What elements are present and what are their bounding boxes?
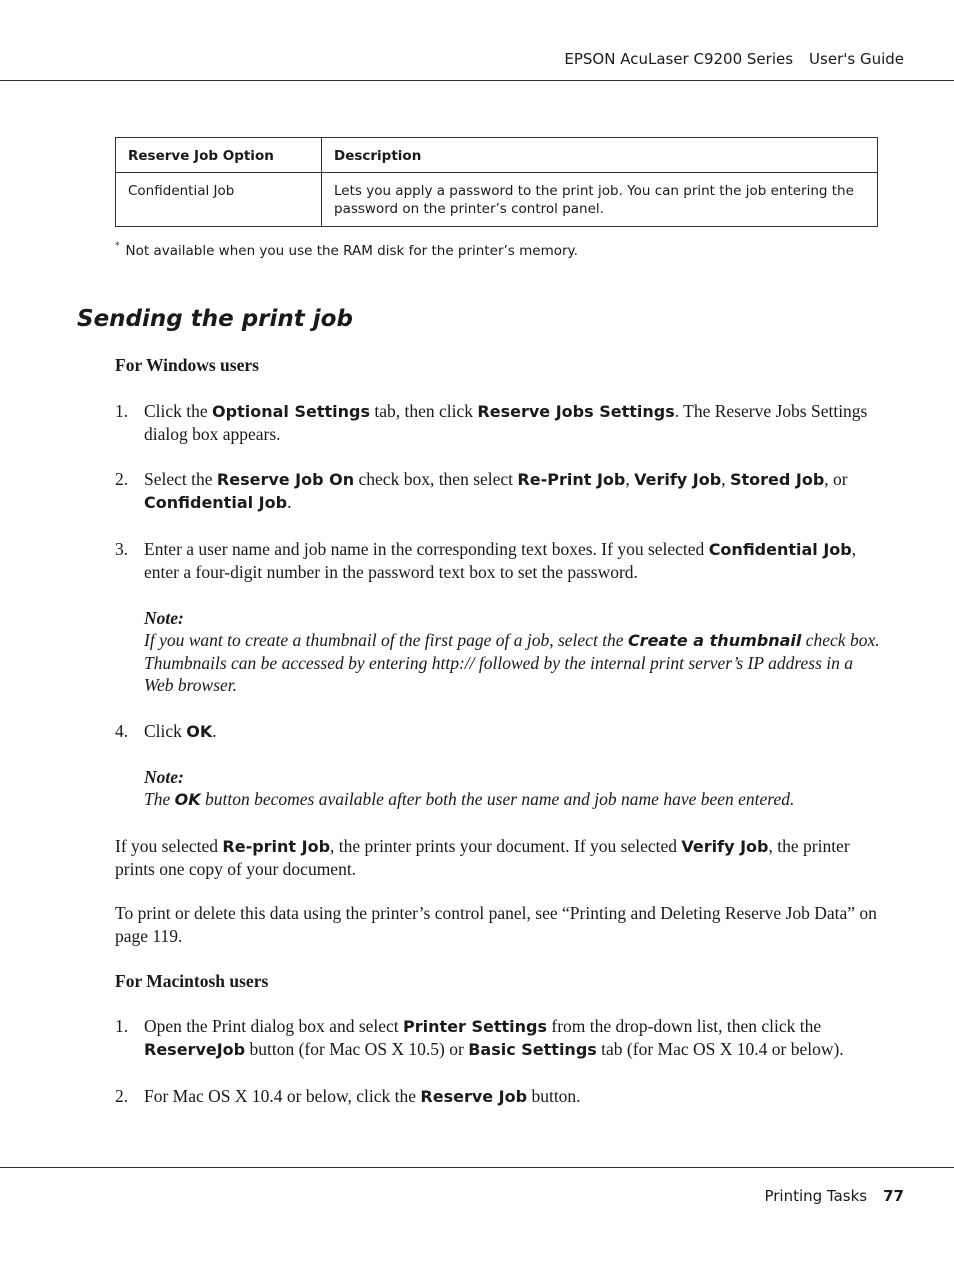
mac-step-2 (115, 1085, 880, 1108)
page-header (564, 50, 904, 68)
confidential-job-label: Confidential Job (708, 540, 852, 559)
step-text: from the drop-down list, then click the (547, 1016, 822, 1036)
step-text: , (721, 469, 730, 489)
step-text: button (for Mac OS X 10.5) or (245, 1039, 469, 1059)
create-thumbnail-label: Create a thumbnail (627, 631, 802, 650)
printer-settings-label: Printer Settings (403, 1017, 548, 1036)
windows-step-1 (115, 400, 880, 446)
stored-job-label: Stored Job (729, 470, 825, 489)
note-text: check box. Thumbnails can be accessed by entering http:// followed by the internal print server’s IP address in a Web browser. (144, 630, 880, 695)
verify-job-label: Verify Job (681, 837, 769, 856)
header-product: EPSON AcuLaser C9200 Series (564, 50, 794, 68)
reserve-job-on-label: Reserve Job On (216, 470, 355, 489)
mac-heading: For Macintosh users (115, 971, 269, 991)
note-text: If you want to create a thumbnail of the first page of a job, select the (144, 630, 628, 650)
step-text: tab (for Mac OS X 10.4 or below). (596, 1039, 844, 1059)
step-text: Click (144, 721, 187, 741)
table-footnote (115, 243, 578, 259)
mac-step-1 (115, 1015, 880, 1061)
reservejob-label: ReserveJob (144, 1040, 246, 1059)
footnote-text: Not available when you use the RAM disk for the printer’s memory. (125, 243, 578, 259)
section-title: Sending the print job (77, 306, 353, 332)
para-text: , the printer prints your document. If you selected (330, 836, 682, 856)
verify-job-label: Verify Job (634, 470, 722, 489)
re-print-job-label: Re-print Job (222, 837, 331, 856)
windows-heading: For Windows users (115, 355, 259, 375)
step-text: , (625, 469, 635, 489)
footer-rule (0, 1167, 954, 1168)
step-text: check box, then select (354, 469, 518, 489)
page-footer (764, 1187, 904, 1205)
re-print-job-label: Re-Print Job (517, 470, 626, 489)
step-number: 2. (115, 1086, 129, 1106)
step-text: , enter a four-digit number in the password text box to set the password. (144, 539, 857, 582)
step-text: . (212, 721, 217, 741)
note-ok-button (144, 766, 884, 811)
note-thumbnail (144, 607, 884, 696)
step-number: 1. (115, 1016, 129, 1036)
reserve-job-label: Reserve Job (420, 1087, 528, 1106)
para-text: If you selected (115, 836, 223, 856)
table-row (116, 173, 878, 227)
step-text: tab, then click (370, 401, 478, 421)
step-text: Select the (144, 469, 217, 489)
note-heading: Note: (144, 608, 184, 628)
table-header-row (116, 138, 878, 173)
step-number: 2. (115, 469, 129, 489)
basic-settings-label: Basic Settings (468, 1040, 597, 1059)
header-rule (0, 80, 954, 81)
table-cell: Lets you apply a password to the print job. You can print the job entering the password on the printer’s control panel. (322, 173, 878, 227)
paragraph-cross-reference: To print or delete this data using the printer’s control panel, see “Printing and Deleting Reserve Job Data” on page 119. (115, 903, 877, 946)
step-number: 1. (115, 401, 129, 421)
step-text: Enter a user name and job name in the corresponding text boxes. If you selected (144, 539, 709, 559)
footnote-mark: * (115, 241, 120, 251)
step-text: , or (824, 469, 848, 489)
header-guide: User's Guide (809, 50, 904, 68)
ok-label: OK (174, 790, 201, 809)
windows-step-3 (115, 538, 880, 584)
windows-step-4 (115, 720, 880, 743)
ok-label: OK (186, 722, 213, 741)
confidential-job-label: Confidential Job (144, 493, 288, 512)
reserve-job-options-table (115, 137, 878, 227)
reserve-jobs-settings-label: Reserve Jobs Settings (477, 402, 675, 421)
table-header-cell: Reserve Job Option (116, 138, 322, 173)
step-number: 4. (115, 721, 129, 741)
step-text: Click the (144, 401, 213, 421)
table-cell: Confidential Job (116, 173, 322, 227)
windows-step-2 (115, 468, 880, 514)
step-text: . (287, 492, 292, 512)
step-text: Open the Print dialog box and select (144, 1016, 404, 1036)
note-heading: Note: (144, 767, 184, 787)
step-text: For Mac OS X 10.4 or below, click the (144, 1086, 421, 1106)
step-number: 3. (115, 539, 129, 559)
page-number: 77 (883, 1187, 904, 1205)
note-text: The (144, 789, 175, 809)
note-text: button becomes available after both the user name and job name have been entered. (200, 789, 795, 809)
optional-settings-label: Optional Settings (212, 402, 370, 421)
step-text: button. (527, 1086, 581, 1106)
paragraph-print-result (115, 835, 880, 881)
footer-section: Printing Tasks (764, 1187, 868, 1205)
step-text: . The Reserve Jobs Settings dialog box appears. (144, 401, 868, 444)
table-header-cell: Description (322, 138, 878, 173)
para-text: , the printer prints one copy of your document. (115, 836, 850, 879)
